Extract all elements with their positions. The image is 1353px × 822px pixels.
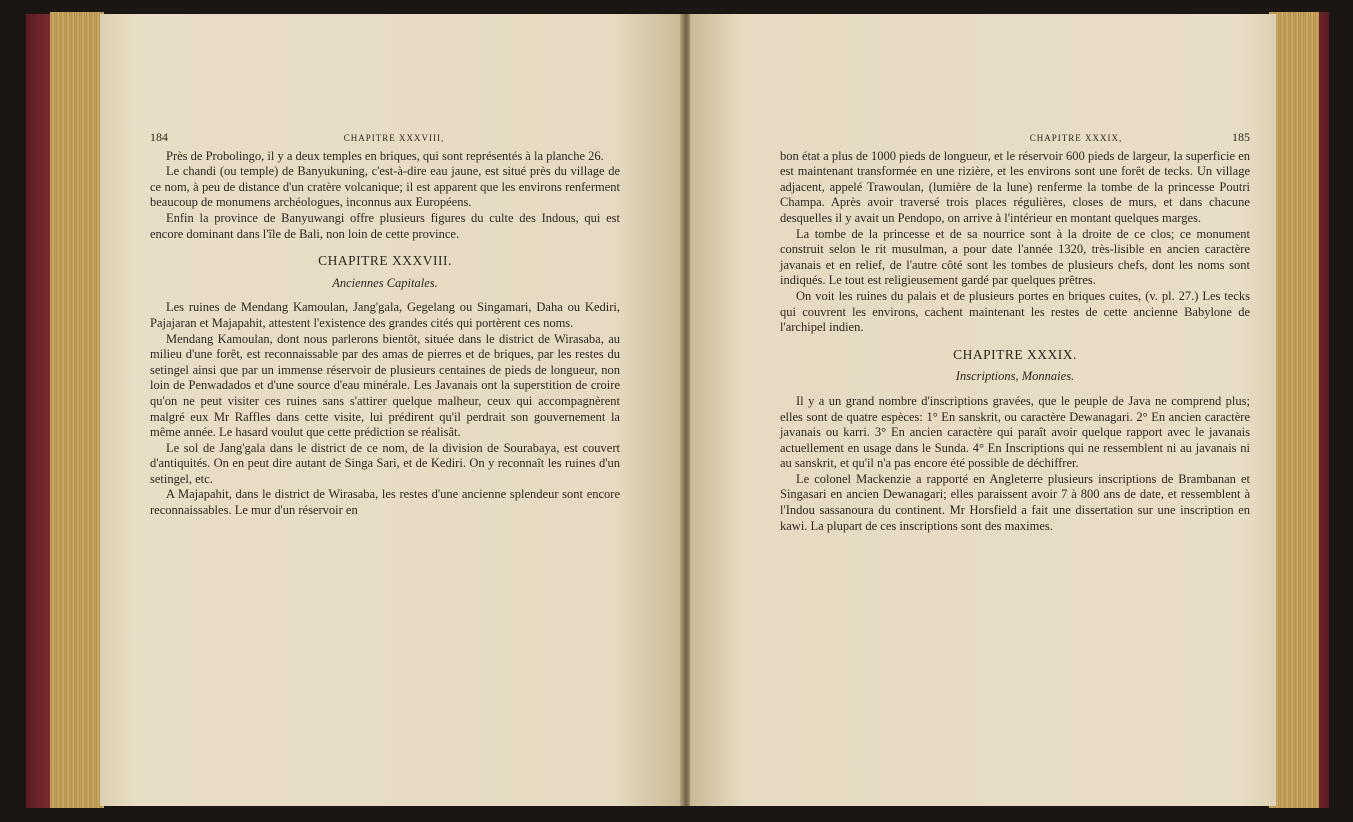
left-paragraph: Près de Probolingo, il y a deux temples en briques, qui sont représentés à la planche 26. xyxy=(166,148,604,163)
right-paragraph: On voit les ruines du palais et de plusieurs portes en briques cuites, (v. pl. 27.) Les tecks qui couvrent les environs, cachent maintenant les restes de cette ancienne Babylone de l'archipel indien. xyxy=(780,288,1250,335)
right-running-header xyxy=(780,130,1250,147)
right-paragraph: La tombe de la princesse et de sa nourrice sont à la droite de ce clos; ce monument construit selon le rit musulman, a pour date l'année 1320, très-lisible en ancien caractère javanais et en relief, de l'autre côté sont les tombes de plusieurs chefs, dont les noms sont indiqués. Le tout est religieusement gardé par quelques prêtres. xyxy=(780,226,1250,288)
left-page xyxy=(100,14,682,806)
right-paragraph: Le colonel Mackenzie a rapporté en Angleterre plusieurs inscriptions de Brambanan et Singasari en ancien Dewanagari; elles paraissent avoir 7 à 800 ans de date, et ressemblent à l'Indou sassanoura du continent. Mr Horsfield a fait une dissertation sur une inscription en kawi. La plupart de ces inscriptions sont des maximes. xyxy=(780,471,1250,533)
page-edges-left xyxy=(50,12,104,808)
left-chapter-subtitle: Anciennes Capitales. xyxy=(332,275,438,290)
left-paragraph: Enfin la province de Banyuwangi offre plusieurs figures du culte des Indous, qui est encore dominant dans l'île de Bali, non loin de cette province. xyxy=(150,210,620,241)
right-page-number: 185 xyxy=(1232,130,1250,144)
right-page-text xyxy=(780,130,1250,534)
left-paragraph: A Majapahit, dans le district de Wirasaba, les restes d'une ancienne splendeur sont encore reconnaissables. Le mur d'un réservoir en xyxy=(150,487,620,518)
right-paragraph: Il y a un grand nombre d'inscriptions gravées, que le peuple de Java ne comprend plus; elles sont de quatre espèces: 1° En sanskrit, ou caractère Dewanagari. 2° En ancien caractère javanais ou karri. 3° En ancien caractère qui paraît avoir quelque rapport avec le javanais actuellement en usage dans le Sunda. 4° En Inscriptions qui ne ressemblent ni au javanais ni au sanskrit, et qu'il n'a pas encore été possible de déchiffrer. xyxy=(780,393,1250,471)
left-chapter-title: CHAPITRE XXXVIII. xyxy=(318,253,452,269)
left-running-head: CHAPITRE XXXVIII, xyxy=(343,133,445,143)
right-paragraph: bon état a plus de 1000 pieds de longueur, et le réservoir 600 pieds de largeur, la superficie en est maintenant transformée en une rizière, et les environs sont une forêt de tecks. Un village adjacent, appelé Trawoulan, (lumière de la lune) renferme la tombe de la princesse Poutri Champa. Après avoir traversé trois places régulières, closes de murs, et dans chacune desquelles il y avait un Pendopo, on arrive à l'intérieur en montant quelques marges. xyxy=(780,148,1250,225)
page-edges-right xyxy=(1269,12,1319,808)
left-page-number: 184 xyxy=(150,130,168,144)
left-page-text xyxy=(150,130,620,519)
left-running-header xyxy=(150,130,620,147)
left-paragraph: Mendang Kamoulan, dont nous parlerons bientôt, située dans le district de Wirasaba, au milieu d'une forêt, est reconnaissable par des amas de pierres et de briques, par les restes du setingel ainsi que par un immense réservoir de plusieurs centaines de pieds de longueur, non loin de Penwadados et d'une source d'eau minérale. Les Javanais ont la superstition de croire qu'on ne peut visiter ces ruines sans s'attirer quelque malheur, ceux qui accompagnèrent malgré eux Mr Raffles dans cette visite, lui prédirent qu'il perdrait son gouvernement la même année. Le hasard voulut que cette prédiction se réalisât. xyxy=(150,331,620,440)
left-paragraph: Le chandi (ou temple) de Banyukuning, c'est-à-dire eau jaune, est situé près du village de ce nom, à peu de distance d'un cratère volcanique; il est apparent que les environs renferment beaucoup de monumens archéologues, inconnus aux Européens. xyxy=(150,164,620,210)
right-running-head: CHAPITRE XXXIX, xyxy=(1029,133,1123,143)
right-page xyxy=(690,14,1276,806)
right-chapter-subtitle: Inscriptions, Monnaies. xyxy=(955,369,1075,384)
left-paragraph: Les ruines de Mendang Kamoulan, Jang'gala, Gegelang ou Singamari, Daha ou Kediri, Pajajaran et Majapahit, attestent l'existence des grandes cités qui portèrent ces noms. xyxy=(150,300,620,330)
right-chapter-title: CHAPITRE XXXIX. xyxy=(953,346,1077,362)
left-paragraph: Le sol de Jang'gala dans le district de ce nom, de la division de Sourabaya, est couvert d'antiquités. On en peut dire autant de Singa Sari, et de Kediri. On y reconnaît les ruines d'un setingel, etc. xyxy=(150,440,620,486)
